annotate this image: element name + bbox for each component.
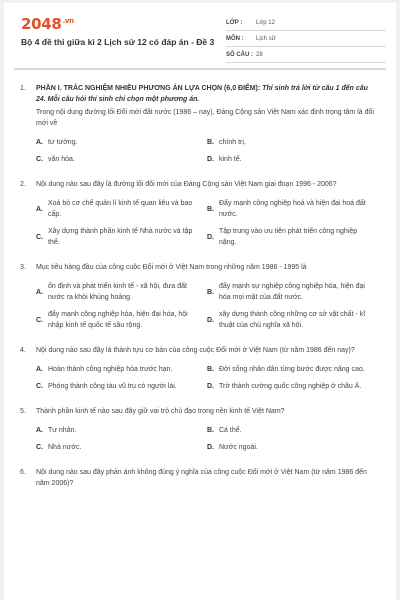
option-letter: A. [36, 288, 43, 296]
question-number: 2. [20, 181, 26, 188]
option-b[interactable] [207, 425, 378, 436]
document-title: Bộ 4 đề thi giữa kì 2 Lịch sử 12 có đáp án - Đề 3 [21, 37, 215, 47]
option-text: Tập trung vào ưu tiên phát triển công nghiệp nặng. [219, 228, 358, 246]
question-2 [4, 179, 396, 248]
option-text: Xoá bỏ cơ chế quản lí kinh tế quan liêu và bao cấp. [48, 200, 193, 218]
logo-suffix: .vn [62, 17, 74, 25]
meta-value: Lớp 12 [256, 19, 275, 26]
site-logo[interactable] [21, 15, 74, 33]
option-c[interactable] [36, 154, 207, 165]
exam-meta [226, 15, 386, 63]
option-letter: D. [207, 156, 214, 163]
option-letter: A. [36, 139, 43, 146]
option-a[interactable] [36, 281, 207, 303]
answer-options [36, 425, 378, 453]
meta-key: SỐ CÂU : [226, 51, 253, 58]
option-d[interactable] [207, 226, 378, 248]
question-number: 5. [20, 408, 26, 415]
option-text: Hoàn thành công nghiệp hóa trước hạn. [48, 366, 173, 373]
option-letter: D. [207, 383, 214, 390]
question-number: 3. [20, 264, 26, 271]
meta-value: 28 [256, 51, 263, 58]
question-text: Nội dung nào sau đây là đường lối đổi mới của Đảng Cộng sản Việt Nam giai đoạn 1996 - 2006? [36, 181, 337, 188]
meta-value: Lịch sử [256, 35, 276, 42]
option-text: Đẩy mạnh công nghiệp hoá và hiện đại hoá đất nước. [219, 200, 366, 218]
option-letter: C. [36, 444, 43, 451]
question-3 [4, 262, 396, 331]
option-letter: D. [207, 316, 214, 324]
meta-key: LỚP : [226, 19, 243, 26]
option-text: Nhà nước. [48, 444, 82, 451]
option-letter: B. [207, 205, 214, 213]
option-letter: D. [207, 233, 214, 241]
option-a[interactable] [36, 364, 207, 375]
option-text: kinh tế. [219, 156, 242, 163]
option-letter: B. [207, 139, 214, 146]
option-text: tư tưởng. [48, 139, 78, 146]
option-text: đẩy mạnh sự nghiệp công nghiệp hóa, hiện đại hóa mọi mặt của đất nước. [219, 283, 365, 301]
section-heading [36, 83, 378, 105]
question-text: Mục tiêu hàng đầu của công cuộc Đổi mới ở Việt Nam trong những năm 1986 - 1995 là [36, 264, 307, 271]
option-c[interactable] [36, 381, 207, 392]
question-list [4, 83, 396, 489]
option-text: Đời sống nhân dân từng bước được nâng cao. [219, 366, 365, 373]
option-letter: D. [207, 444, 214, 451]
option-letter: C. [36, 233, 43, 241]
meta-row-count [226, 47, 386, 63]
option-b[interactable] [207, 198, 378, 220]
question-5 [4, 406, 396, 453]
question-text: Nội dung nào sau đây là thành tựu cơ bản của công cuộc Đổi mới ở Việt Nam (từ năm 1986 đến nay)? [36, 347, 355, 354]
question-6 [4, 467, 396, 489]
question-text: Trong nội dung đường lối Đổi mới đất nước (1986 – nay), Đảng Cộng sản Việt Nam xác định trọng tâm là đổi mới về [36, 109, 374, 127]
section-instruction: Thí sinh trả lời từ câu 1 đến câu 24. Mỗi câu hỏi thí sinh chỉ chọn một phương án. [36, 85, 368, 103]
option-a[interactable] [36, 198, 207, 220]
logo-text: 2048 [21, 15, 62, 33]
meta-key: MÔN : [226, 35, 244, 42]
question-number: 4. [20, 347, 26, 354]
option-b[interactable] [207, 281, 378, 303]
option-text: Tư nhân. [48, 427, 77, 434]
option-letter: C. [36, 383, 43, 390]
answer-options [36, 281, 378, 331]
option-letter: B. [207, 427, 214, 434]
option-text: Trở thành cường quốc công nghiệp ở châu Á. [219, 383, 362, 390]
meta-row-subject [226, 31, 386, 47]
option-letter: C. [36, 156, 43, 163]
option-c[interactable] [36, 442, 207, 453]
option-b[interactable] [207, 364, 378, 375]
question-number: 1. [20, 85, 26, 92]
option-d[interactable] [207, 442, 378, 453]
document-page [4, 3, 396, 600]
option-d[interactable] [207, 309, 378, 331]
option-letter: C. [36, 316, 43, 324]
option-text: Nước ngoài. [219, 444, 258, 451]
option-d[interactable] [207, 381, 378, 392]
option-text: Xây dựng thành phần kinh tế Nhà nước và tập thể. [48, 228, 193, 246]
option-text: văn hóa. [48, 156, 75, 163]
option-d[interactable] [207, 154, 378, 165]
option-a[interactable] [36, 137, 207, 148]
answer-options [36, 137, 378, 165]
question-text: Nội dung nào sau đây phản ánh không đúng ý nghĩa của công cuộc Đổi mới ở Việt Nam (từ năm 1986 đến năm 2006)? [36, 469, 367, 487]
section-title: PHẦN I. TRẮC NGHIỆM NHIỀU PHƯƠNG ÁN LỰA CHỌN (6,0 ĐIỂM): [36, 85, 261, 92]
option-letter: A. [36, 427, 43, 434]
question-text: Thành phần kinh tế nào sau đây giữ vai trò chủ đạo trong nền kinh tế Việt Nam? [36, 408, 285, 415]
option-letter: B. [207, 366, 214, 373]
question-1 [4, 83, 396, 165]
header-divider [14, 68, 386, 70]
meta-row-class [226, 15, 386, 31]
option-letter: B. [207, 288, 214, 296]
option-text: Phóng thành công tàu vũ trụ có người lái. [48, 383, 177, 390]
option-b[interactable] [207, 137, 378, 148]
answer-options [36, 364, 378, 392]
option-a[interactable] [36, 425, 207, 436]
option-c[interactable] [36, 226, 207, 248]
option-text: xây dựng thành công những cơ sở vật chất - kĩ thuật của chủ nghĩa xã hội. [219, 311, 366, 329]
option-letter: A. [36, 366, 43, 373]
option-text: ổn định và phát triển kinh tế - xã hội, đưa đất nước ra khỏi khủng hoảng. [48, 283, 187, 301]
option-text: chính trị. [219, 139, 246, 146]
option-text: đẩy mạnh công nghiệp hóa, hiện đại hóa, hội nhập kinh tế quốc tế sâu rộng. [48, 311, 188, 329]
option-text: Cá thể. [219, 427, 242, 434]
answer-options [36, 198, 378, 248]
option-c[interactable] [36, 309, 207, 331]
question-4 [4, 345, 396, 392]
option-letter: A. [36, 205, 43, 213]
question-number: 6. [20, 469, 26, 476]
